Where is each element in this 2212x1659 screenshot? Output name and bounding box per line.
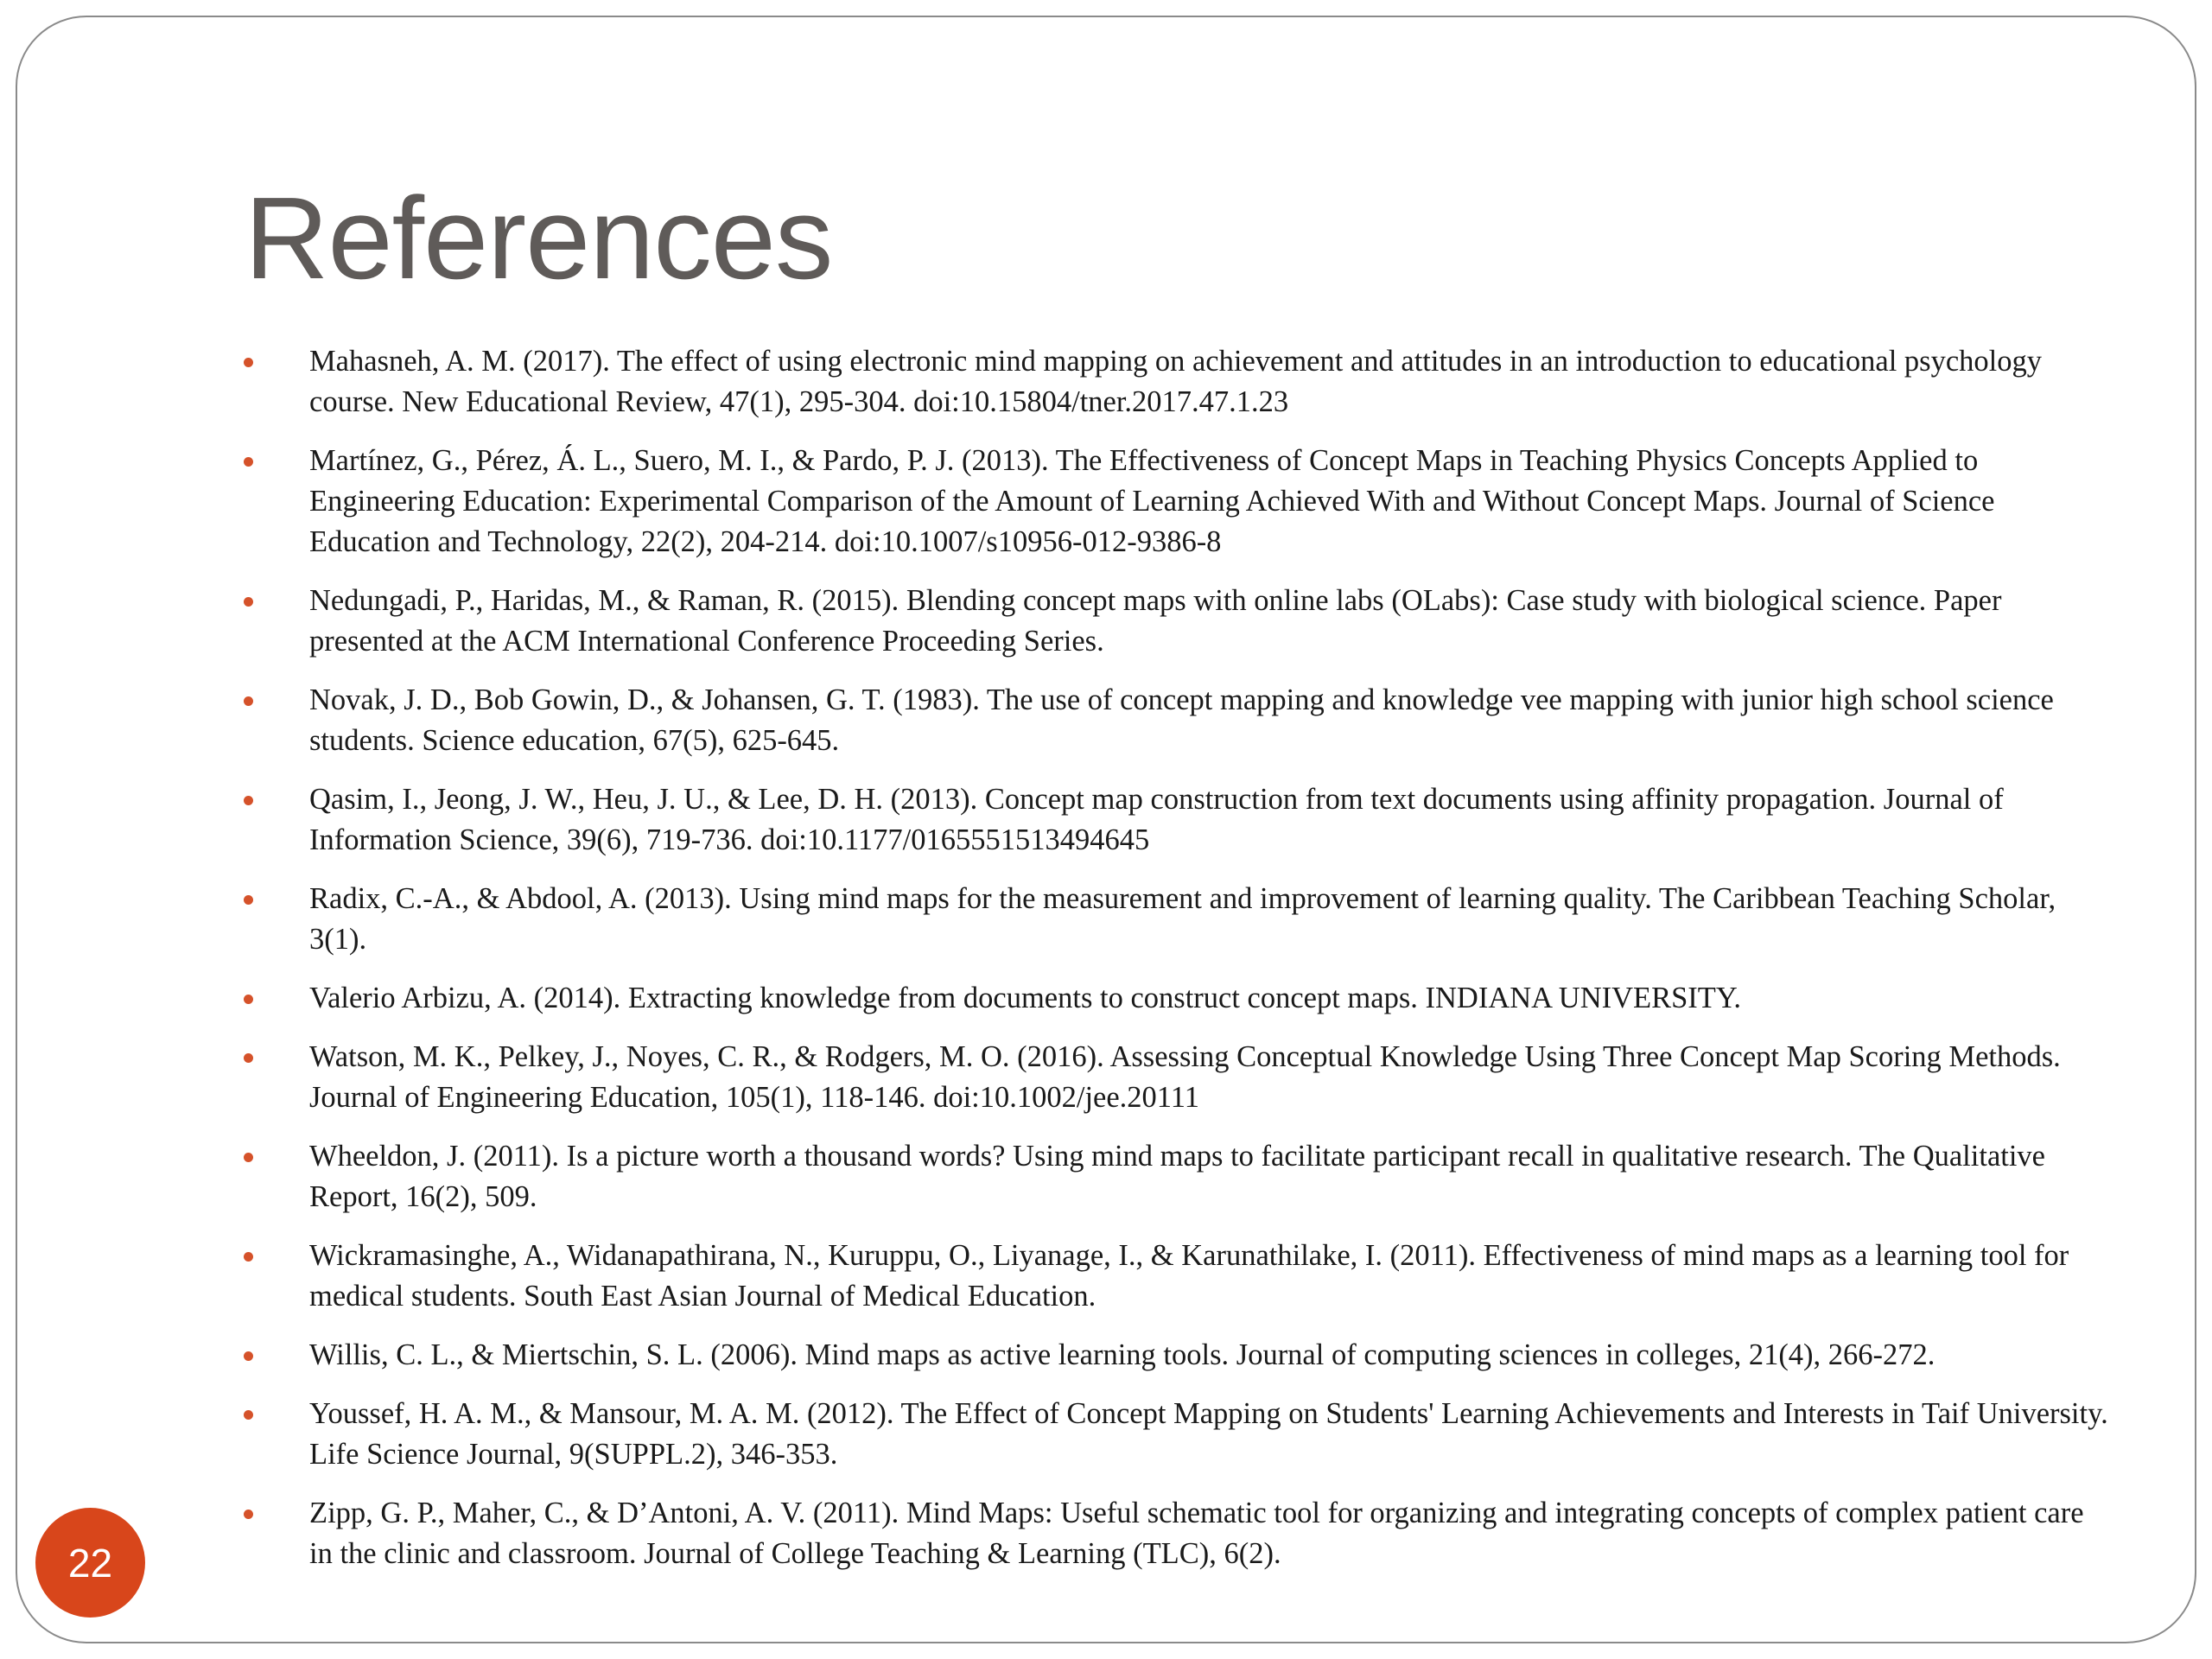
reference-text: Wheeldon, J. (2011). Is a picture worth a thousand words? Using mind maps to facilitate participant recall in qualitative research. The Qualitative Report, 16(2), 509. <box>309 1140 2045 1213</box>
reference-item <box>242 1136 2108 1217</box>
bullet-icon <box>244 1510 253 1519</box>
reference-text: Youssef, H. A. M., & Mansour, M. A. M. (2012). The Effect of Concept Mapping on Students' Learning Achievements and Interests in Taif University. Life Science Journal, 9(SUPPL.2), 346-353. <box>309 1397 2108 1471</box>
reference-text: Willis, C. L., & Miertschin, S. L. (2006). Mind maps as active learning tools. Journal of computing sciences in colleges, 21(4), 266-272. <box>309 1338 1936 1371</box>
bullet-icon <box>244 1153 253 1162</box>
reference-item <box>242 879 2108 960</box>
slide-title: References <box>245 173 833 303</box>
reference-item <box>242 341 2108 423</box>
reference-text: Novak, J. D., Bob Gowin, D., & Johansen, G. T. (1983). The use of concept mapping and knowledge vee mapping with junior high school science students. Science education, 67(5), 625-645. <box>309 683 2054 757</box>
reference-item <box>242 779 2108 861</box>
bullet-icon <box>244 597 253 607</box>
bullet-icon <box>244 1053 253 1063</box>
reference-list <box>242 341 2108 1592</box>
bullet-icon <box>244 796 253 805</box>
reference-text: Mahasneh, A. M. (2017). The effect of using electronic mind mapping on achievement and attitudes in an introduction to educational psychology course. New Educational Review, 47(1), 295-304. doi:10.15804/tner.2017.47.1.23 <box>309 345 2042 418</box>
reference-item <box>242 1335 2108 1376</box>
bullet-icon <box>244 1351 253 1361</box>
bullet-icon <box>244 995 253 1004</box>
bullet-icon <box>244 895 253 905</box>
reference-text: Valerio Arbizu, A. (2014). Extracting knowledge from documents to construct concept maps. INDIANA UNIVERSITY. <box>309 982 1741 1014</box>
reference-item <box>242 978 2108 1019</box>
reference-text: Radix, C.-A., & Abdool, A. (2013). Using mind maps for the measurement and improvement of learning quality. The Caribbean Teaching Scholar, 3(1). <box>309 882 2056 956</box>
page-number-badge: 22 <box>35 1508 145 1618</box>
reference-item <box>242 1236 2108 1317</box>
bullet-icon <box>244 457 253 467</box>
bullet-icon <box>244 696 253 706</box>
reference-item <box>242 1037 2108 1118</box>
reference-item <box>242 1493 2108 1574</box>
reference-text: Qasim, I., Jeong, J. W., Heu, J. U., & Lee, D. H. (2013). Concept map construction from text documents using affinity propagation. Journal of Information Science, 39(6), 719-736. doi:10.1177/0165551513494645 <box>309 783 2004 856</box>
reference-text: Nedungadi, P., Haridas, M., & Raman, R. (2015). Blending concept maps with online labs (OLabs): Case study with biological science. Paper presented at the ACM International Conference Proceeding Series. <box>309 584 2002 658</box>
reference-text: Zipp, G. P., Maher, C., & D’Antoni, A. V. (2011). Mind Maps: Useful schematic tool for organizing and integrating concepts of complex patient care in the clinic and classroom. Journal of College Teaching & Learning (TLC), 6(2). <box>309 1497 2084 1570</box>
reference-item <box>242 441 2108 563</box>
bullet-icon <box>244 358 253 367</box>
reference-item <box>242 581 2108 662</box>
reference-item <box>242 680 2108 761</box>
reference-text: Wickramasinghe, A., Widanapathirana, N., Kuruppu, O., Liyanage, I., & Karunathilake, I. (2011). Effectiveness of mind maps as a learning tool for medical students. South East Asian Journal of Medical Education. <box>309 1239 2069 1313</box>
bullet-icon <box>244 1410 253 1420</box>
bullet-icon <box>244 1252 253 1262</box>
reference-item <box>242 1394 2108 1475</box>
reference-text: Watson, M. K., Pelkey, J., Noyes, C. R., & Rodgers, M. O. (2016). Assessing Conceptual Knowledge Using Three Concept Map Scoring Methods. Journal of Engineering Education, 105(1), 118-146. doi:10.1002/jee.20111 <box>309 1040 2061 1114</box>
reference-text: Martínez, G., Pérez, Á. L., Suero, M. I., & Pardo, P. J. (2013). The Effectiveness of Concept Maps in Teaching Physics Concepts Applied to Engineering Education: Experimental Comparison of the Amount of Learning Achieved With and Without Concept Maps. Journal of Science Education and Technology, 22(2), 204-214. doi:10.1007/s10956-012-9386-8 <box>309 444 1995 558</box>
